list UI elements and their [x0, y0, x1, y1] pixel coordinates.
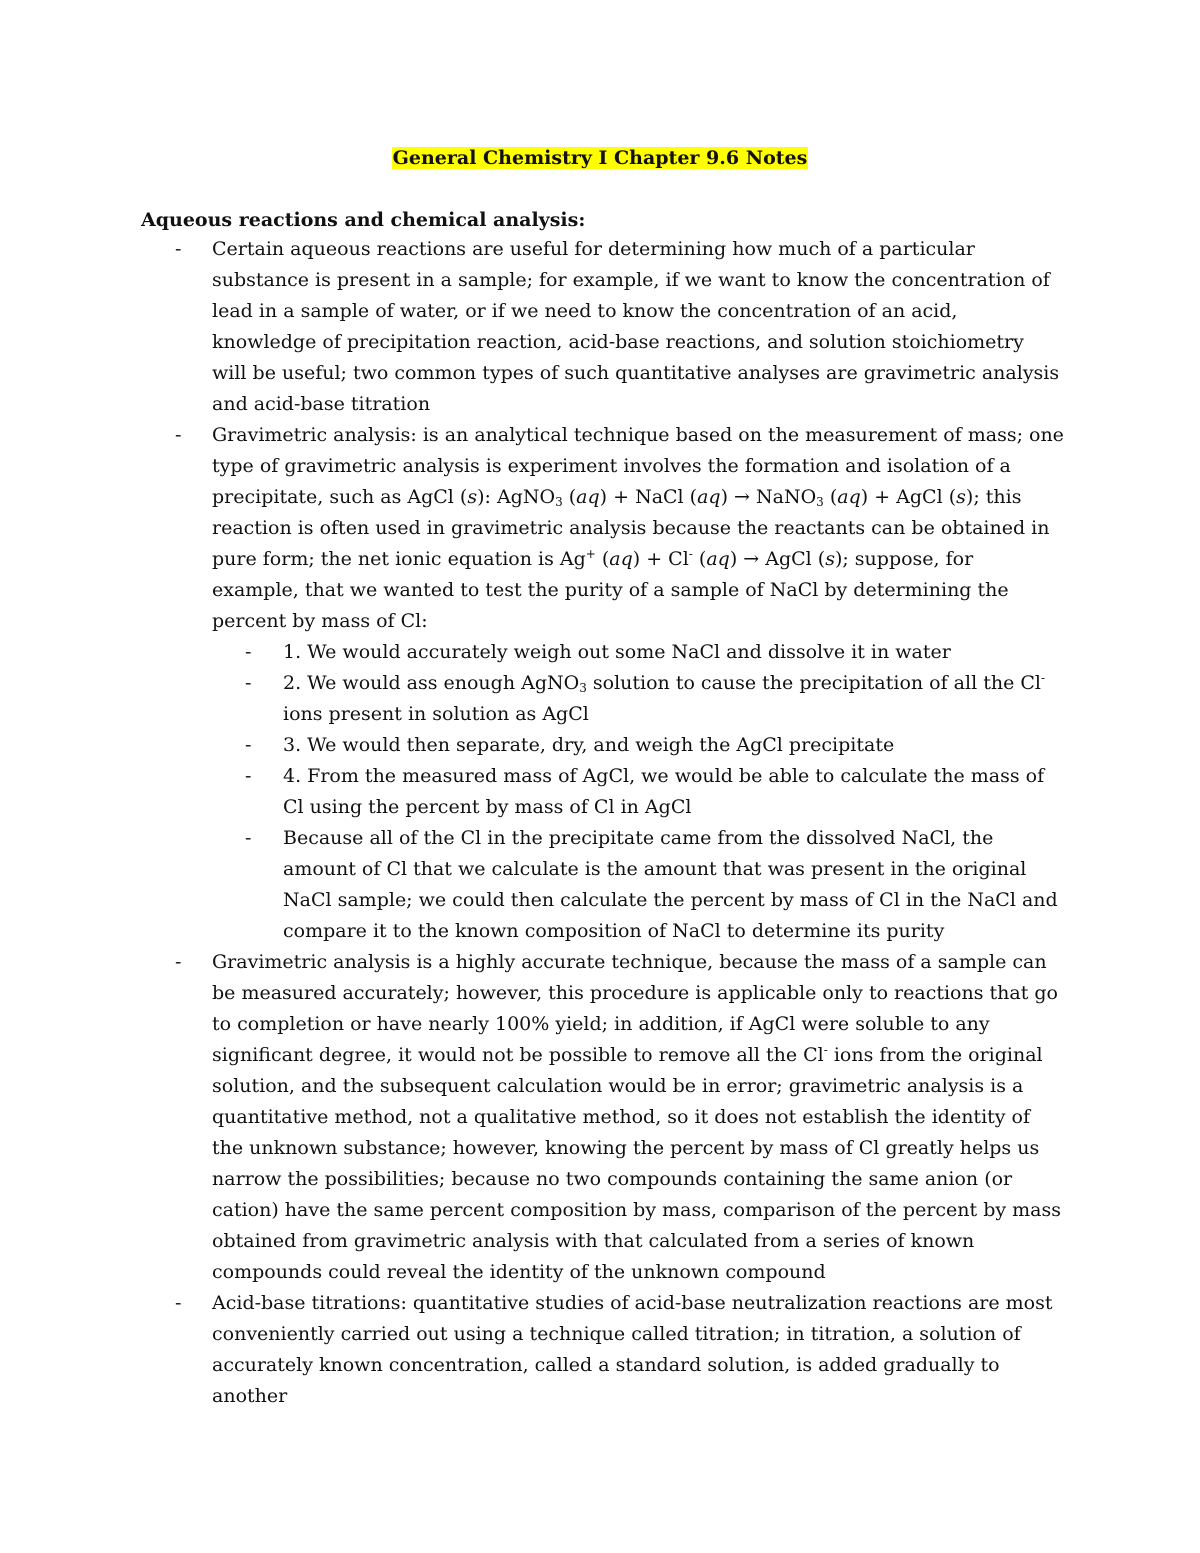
- sub-bullet-text: Because all of the Cl in the precipitate came from the dissolved NaCl, the amount of Cl that we calculate is the amount that was present in the original NaCl sample; we could then calculate the percent by mass of Cl in the NaCl and compare it to the known composition of NaCl to determine its purity: [283, 827, 1058, 942]
- sub-bullet-dash: -: [245, 672, 252, 694]
- page-title: General Chemistry I Chapter 9.6 Notes: [392, 147, 808, 169]
- sub-bullet-text: 1. We would accurately weigh out some NaCl and dissolve it in water: [283, 641, 951, 663]
- bullet-item: [0, 234, 1064, 420]
- section-heading: Aqueous reactions and chemical analysis:: [141, 209, 586, 231]
- sub-bullet-item: [0, 637, 1065, 668]
- bullet-dash: -: [175, 424, 182, 446]
- bullet-text: Certain aqueous reactions are useful for determining how much of a particular substance is present in a sample; for example, if we want to know the concentration of lead in a sample of water, or if we need to know the concentration of an acid, knowledge of precipitation reaction, acid-base reactions, and solution stoichiometry will be useful; two common types of such quantitative analyses are gravimetric analysis and acid-base titration: [212, 238, 1060, 415]
- sub-bullet-dash: -: [245, 765, 252, 787]
- title-block: [0, 143, 1200, 174]
- bullet-item: [0, 1288, 1064, 1412]
- notes-content: [0, 234, 1200, 1412]
- sub-bullet-item: [0, 823, 1065, 947]
- bullet-dash: -: [175, 951, 182, 973]
- sub-bullet-dash: -: [245, 734, 252, 756]
- bullet-item: [0, 420, 1064, 637]
- bullet-dash: -: [175, 238, 182, 260]
- sub-bullet-item: [0, 668, 1065, 730]
- bullet-text: Acid-base titrations: quantitative studies of acid-base neutralization reactions are most conveniently carried out using a technique called titration; in titration, a solution of accurately known concentration, called a standard solution, is added gradually to another: [212, 1292, 1053, 1407]
- bullet-dash: -: [175, 1292, 182, 1314]
- sub-bullet-dash: -: [245, 641, 252, 663]
- bullet-text: Gravimetric analysis is a highly accurate technique, because the mass of a sample can be measured accurately; however, this procedure is applicable only to reactions that go to completion or have nearly 100% yield; in addition, if AgCl were soluble to any significant degree, it would not be possible to remove all the Cl- ions from the original solution, and the subsequent calculation would be in error; gravimetric analysis is a quantitative method, not a qualitative method, so it does not establish the identity of the unknown substance; however, knowing the percent by mass of Cl greatly helps us narrow the possibilities; because no two compounds containing the same anion (or cation) have the same percent composition by mass, comparison of the percent by mass obtained from gravimetric analysis with that calculated from a series of known compounds could reveal the identity of the unknown compound: [212, 951, 1061, 1283]
- sub-bullet-text: 2. We would ass enough AgNO$_3$ solution to cause the precipitation of all the Cl- ions present in solution as AgCl: [283, 671, 1046, 725]
- bullet-text: Gravimetric analysis: is an analytical technique based on the measurement of mass; one type of gravimetric analysis is experiment involves the formation and isolation of a precipitate, such as AgCl (s): AgNO$_3$ (aq) + NaCl (aq) → NaNO$_3$ (aq) + AgCl (s); this reaction is often used in gravimetric analysis because the reactants can be obtained in pure form; the net ionic equation is Ag+ (aq) + Cl- (aq) → AgCl (s); suppose, for example, that we wanted to test the purity of a sample of NaCl by determining the percent by mass of Cl:: [212, 424, 1064, 632]
- sub-bullet-text: 3. We would then separate, dry, and weigh the AgCl precipitate: [283, 734, 895, 756]
- sub-bullet-item: [0, 730, 1065, 761]
- sub-bullet-item: [0, 761, 1065, 823]
- bullet-item: [0, 947, 1064, 1288]
- sub-bullet-dash: -: [245, 827, 252, 849]
- sub-bullet-text: 4. From the measured mass of AgCl, we would be able to calculate the mass of Cl using the percent by mass of Cl in AgCl: [283, 765, 1045, 818]
